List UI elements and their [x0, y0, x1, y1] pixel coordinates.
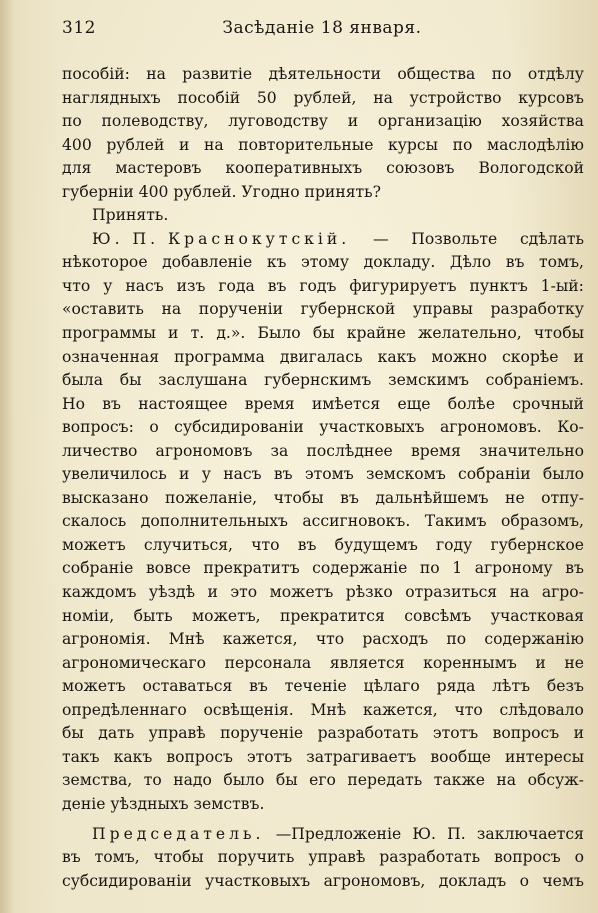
- word: собраніемъ.: [485, 371, 584, 390]
- word: этомъ: [304, 465, 354, 484]
- line-text: Принять.: [92, 206, 169, 225]
- word: на: [203, 135, 224, 154]
- word: такъ: [62, 747, 100, 766]
- word: что: [315, 630, 345, 649]
- word: этотъ: [432, 724, 479, 743]
- word: скалось: [62, 512, 127, 531]
- word: 400: [62, 135, 92, 154]
- text-line: [62, 228, 584, 252]
- word: пожеланіе,: [165, 488, 258, 507]
- word: можетъ: [62, 677, 126, 696]
- word: рублей,: [293, 88, 357, 107]
- word: маслодѣлію: [487, 135, 584, 154]
- word: по: [446, 630, 467, 649]
- text-line: [62, 181, 584, 205]
- word: рѣзко: [345, 583, 393, 602]
- text-line: [62, 652, 584, 676]
- text-line: [62, 393, 584, 417]
- word: 50: [256, 88, 277, 107]
- word: скорѣе: [502, 347, 559, 366]
- word: Было: [257, 324, 301, 343]
- word: насъ: [223, 465, 262, 484]
- word: кажется,: [222, 630, 298, 649]
- text-line: [62, 628, 584, 652]
- text-line: [62, 846, 584, 870]
- word: за: [270, 441, 289, 460]
- word: докладъ: [438, 871, 507, 890]
- text-line: [62, 63, 584, 87]
- word: это: [230, 583, 258, 602]
- word: дальнѣйшемъ: [375, 488, 489, 507]
- word: и: [207, 583, 218, 602]
- line-text: губерніи 400 рублей. Угодно принять?: [62, 182, 382, 201]
- word: въ: [565, 559, 584, 578]
- word: что: [454, 700, 483, 719]
- text-line: [62, 534, 584, 558]
- word: прекратитъ: [203, 559, 300, 578]
- word: —: [372, 229, 389, 248]
- word: Мнѣ: [310, 700, 347, 719]
- word: персонала: [224, 653, 312, 672]
- word: и: [573, 347, 584, 366]
- word: годъ: [299, 276, 337, 295]
- word: на: [496, 771, 517, 790]
- text-line: [62, 369, 584, 393]
- word: въ: [267, 276, 287, 295]
- word: ассигновокъ.: [302, 512, 411, 531]
- word: Ко-: [557, 418, 584, 437]
- word: его: [309, 771, 336, 790]
- word: что: [251, 535, 280, 554]
- word: время: [410, 441, 461, 460]
- word: субсидированіи: [174, 418, 304, 437]
- word: агрономовъ.: [439, 418, 542, 437]
- word: луговодству: [228, 112, 328, 131]
- word: уѣздѣ: [148, 583, 196, 602]
- word: и: [178, 135, 190, 154]
- word: 1: [452, 559, 463, 578]
- word: въ: [249, 677, 268, 696]
- word: въ: [297, 535, 317, 554]
- word: вообще: [430, 747, 491, 766]
- word: въ: [340, 488, 359, 507]
- word: Ю.: [412, 824, 436, 843]
- word: вовсе: [145, 559, 191, 578]
- word: личество: [62, 441, 138, 460]
- word: чтобы: [273, 488, 324, 507]
- word: устройство: [409, 88, 502, 107]
- word: освѣщенія.: [203, 700, 294, 719]
- text-line: [62, 298, 584, 322]
- word: собраніе: [62, 559, 134, 578]
- word: организацію: [377, 112, 482, 131]
- word: обсуж-: [527, 771, 584, 790]
- word: чтобы: [533, 324, 584, 343]
- word: слѣдовало: [499, 700, 584, 719]
- word: можно: [431, 347, 487, 366]
- word: что: [62, 276, 91, 295]
- text-line: [62, 769, 584, 793]
- word: 1-ый:: [540, 276, 584, 295]
- text-line: [62, 440, 584, 464]
- text-line: [62, 157, 584, 181]
- word: совсѣмъ: [404, 606, 472, 625]
- word: Но: [62, 394, 85, 413]
- text-line: [62, 322, 584, 346]
- word: желательно,: [417, 324, 522, 343]
- word: быть: [133, 606, 173, 625]
- word: по: [452, 135, 473, 154]
- word: программа: [174, 347, 265, 366]
- word: въ: [102, 394, 121, 413]
- word: не: [505, 488, 525, 507]
- text-line: [62, 675, 584, 699]
- word: Такимъ: [424, 512, 487, 531]
- word: участковыхъ: [205, 871, 311, 890]
- word: управы: [412, 300, 473, 319]
- word: губернской: [300, 300, 396, 319]
- word: по: [62, 112, 82, 131]
- word: отдѣлу: [527, 65, 584, 83]
- page-header: [62, 18, 582, 44]
- word: вопросъ: [166, 747, 233, 766]
- word: П.: [447, 824, 466, 843]
- word: въ: [62, 848, 81, 867]
- word: кажется,: [362, 700, 438, 719]
- word: для: [62, 159, 92, 178]
- word: будущемъ: [334, 535, 418, 554]
- word: разработать: [317, 724, 419, 743]
- word: наглядныхъ: [62, 88, 161, 107]
- text-line: [62, 204, 584, 228]
- word: вопросъ: [492, 724, 560, 743]
- word: кооперативныхъ: [225, 159, 363, 178]
- text-line: [62, 870, 584, 894]
- word: программы: [62, 324, 156, 343]
- text-line: [62, 487, 584, 511]
- text-line: [62, 746, 584, 770]
- word: губернское: [490, 535, 584, 554]
- word: управѣ: [308, 848, 366, 867]
- word: не: [564, 653, 584, 672]
- text-line: [62, 823, 584, 847]
- text-line: [62, 793, 584, 817]
- word: союзовъ: [386, 159, 455, 178]
- word: крайне: [346, 324, 406, 343]
- word: управѣ: [148, 724, 206, 743]
- text-line: [62, 605, 584, 629]
- word: губернскимъ: [264, 371, 372, 390]
- word: Вологодской: [478, 159, 584, 178]
- page-number: 312: [62, 18, 96, 38]
- word: рублей: [106, 135, 165, 154]
- word: участковая: [490, 606, 584, 625]
- word: полеводству,: [101, 112, 209, 131]
- word: д.».: [216, 324, 246, 343]
- word: увеличилось: [62, 465, 167, 484]
- word: на: [373, 88, 393, 107]
- word: ряда: [436, 677, 476, 696]
- word: разработку: [490, 300, 584, 319]
- word: отразиться: [405, 583, 498, 602]
- word: бы: [62, 724, 84, 743]
- text-line: [62, 251, 584, 275]
- word: какъ: [377, 347, 417, 366]
- word: то: [143, 771, 162, 790]
- word: по: [491, 65, 512, 83]
- word: бы: [119, 371, 142, 390]
- word: томъ,: [94, 848, 140, 867]
- text-line: [62, 87, 584, 111]
- word: отпу-: [541, 488, 584, 507]
- word: Дѣло: [449, 253, 492, 272]
- word: можетъ,: [191, 606, 261, 625]
- word: поручить: [217, 848, 295, 867]
- word: въ: [273, 465, 293, 484]
- word: интересы: [505, 747, 584, 766]
- word: томъ,: [538, 253, 584, 272]
- word: цѣлаго: [363, 677, 420, 696]
- text-line: [62, 134, 584, 158]
- running-head: Засѣданіе 18 января.: [222, 18, 422, 38]
- text-line: [62, 581, 584, 605]
- text-line: [62, 699, 584, 723]
- word: вопросъ:: [62, 418, 134, 437]
- text-line: [62, 510, 584, 534]
- text-line: [62, 416, 584, 440]
- word: и: [168, 324, 179, 343]
- word: агро-: [541, 583, 584, 602]
- word: земскимъ: [388, 371, 469, 390]
- word: Мнѣ: [168, 630, 205, 649]
- word: номіи,: [62, 606, 115, 625]
- word: агрономическаго: [62, 653, 207, 672]
- word: каждомъ: [62, 583, 137, 602]
- word: фигурируетъ: [349, 276, 457, 295]
- word: двигалась: [279, 347, 363, 366]
- word: мастеровъ: [115, 159, 202, 178]
- word: —Предложеніе: [275, 824, 402, 843]
- word: по: [419, 559, 440, 578]
- word: означенная: [62, 347, 160, 366]
- word: случиться,: [143, 535, 234, 554]
- word: бы: [312, 324, 335, 343]
- word: о: [574, 848, 584, 867]
- word: передать: [347, 771, 423, 790]
- word: срочный: [512, 394, 584, 413]
- word: содержанію: [484, 630, 584, 649]
- word: году: [435, 535, 473, 554]
- word: болѣе: [447, 394, 496, 413]
- speaker-name: Ю. П. Краснокутскій.: [92, 229, 351, 248]
- word: и: [347, 112, 359, 131]
- word: на: [509, 583, 530, 602]
- word: можетъ: [62, 535, 126, 554]
- word: курсовъ: [518, 88, 584, 107]
- word: и: [573, 724, 584, 743]
- word: еще: [397, 394, 431, 413]
- word: дать: [98, 724, 135, 743]
- text-line: [62, 463, 584, 487]
- word: какъ: [113, 747, 153, 766]
- word: настоящее: [138, 394, 228, 413]
- word: разработать: [379, 848, 481, 867]
- page-gutter-shadow: [0, 0, 14, 913]
- word: общества: [397, 65, 476, 83]
- word: агроному: [474, 559, 553, 578]
- word: время: [244, 394, 295, 413]
- word: порученіи: [198, 300, 284, 319]
- word: дополнительныхъ: [140, 512, 288, 531]
- word: заслушана: [158, 371, 248, 390]
- word: земскомъ: [365, 465, 446, 484]
- word: послѣднее: [306, 441, 393, 460]
- word: надо: [173, 771, 212, 790]
- word: агрономовъ,: [323, 871, 426, 890]
- word: къ: [266, 253, 287, 272]
- word: о: [149, 418, 159, 437]
- word: Позвольте: [411, 229, 498, 248]
- word: также: [433, 771, 485, 790]
- word: можетъ: [269, 583, 334, 602]
- word: вопросъ: [494, 848, 561, 867]
- word: значительно: [479, 441, 584, 460]
- word: бы: [275, 771, 298, 790]
- word: развитіе: [182, 65, 253, 83]
- word: у: [103, 276, 113, 295]
- word: образомъ,: [501, 512, 584, 531]
- word: и: [179, 465, 190, 484]
- word: хозяйства: [501, 112, 584, 131]
- word: чтобы: [153, 848, 204, 867]
- word: агрономовъ: [155, 441, 253, 460]
- word: повторительные: [238, 135, 374, 154]
- word: этому: [301, 253, 350, 272]
- word: сдѣлать: [519, 229, 584, 248]
- word: земства,: [62, 771, 133, 790]
- word: о: [519, 871, 529, 890]
- text-line: [62, 110, 584, 134]
- word: агрономія.: [62, 630, 151, 649]
- word: курсы: [388, 135, 439, 154]
- word: является: [329, 653, 405, 672]
- word: нѣкоторое: [62, 253, 148, 272]
- word: была: [62, 371, 104, 390]
- word: этотъ: [246, 747, 293, 766]
- text-line: [62, 275, 584, 299]
- word: у: [201, 465, 211, 484]
- line-text: деніе уѣздныхъ земствъ.: [62, 794, 265, 813]
- word: содержаніе: [312, 559, 408, 578]
- word: имѣется: [311, 394, 381, 413]
- text-line: [62, 557, 584, 581]
- word: собраніи: [458, 465, 531, 484]
- word: пунктъ: [469, 276, 528, 295]
- word: добавленіе: [162, 253, 253, 272]
- word: заключается: [476, 824, 584, 843]
- word: на: [146, 65, 166, 83]
- word: теченіе: [284, 677, 347, 696]
- speaker-name: Председатель.: [92, 824, 265, 843]
- word: было: [223, 771, 265, 790]
- text-line: [62, 346, 584, 370]
- word: участковыхъ: [319, 418, 425, 437]
- word: насъ: [125, 276, 164, 295]
- word: чемъ: [542, 871, 584, 890]
- word: кореннымъ: [423, 653, 517, 672]
- word: было: [542, 465, 584, 484]
- word: опредѣленнаго: [62, 700, 187, 719]
- body-text: [62, 63, 584, 893]
- word: года: [218, 276, 255, 295]
- word: лѣтъ: [492, 677, 531, 696]
- word: оставаться: [142, 677, 233, 696]
- word: порученіе: [220, 724, 304, 743]
- word: докладу.: [363, 253, 436, 272]
- word: пособій: [177, 88, 241, 107]
- word: т.: [190, 324, 205, 343]
- word: субсидированіи: [62, 871, 192, 890]
- text-line: [62, 722, 584, 746]
- word: въ: [505, 253, 525, 272]
- word: дѣятельности: [268, 65, 382, 83]
- word: на: [161, 300, 182, 319]
- word: пособій:: [62, 65, 130, 83]
- word: изъ: [176, 276, 206, 295]
- word: безъ: [546, 677, 584, 696]
- word: «оставить: [62, 300, 144, 319]
- word: и: [535, 653, 546, 672]
- word: расходъ: [362, 630, 429, 649]
- word: затрагиваетъ: [306, 747, 417, 766]
- word: высказано: [62, 488, 149, 507]
- word: прекратится: [280, 606, 385, 625]
